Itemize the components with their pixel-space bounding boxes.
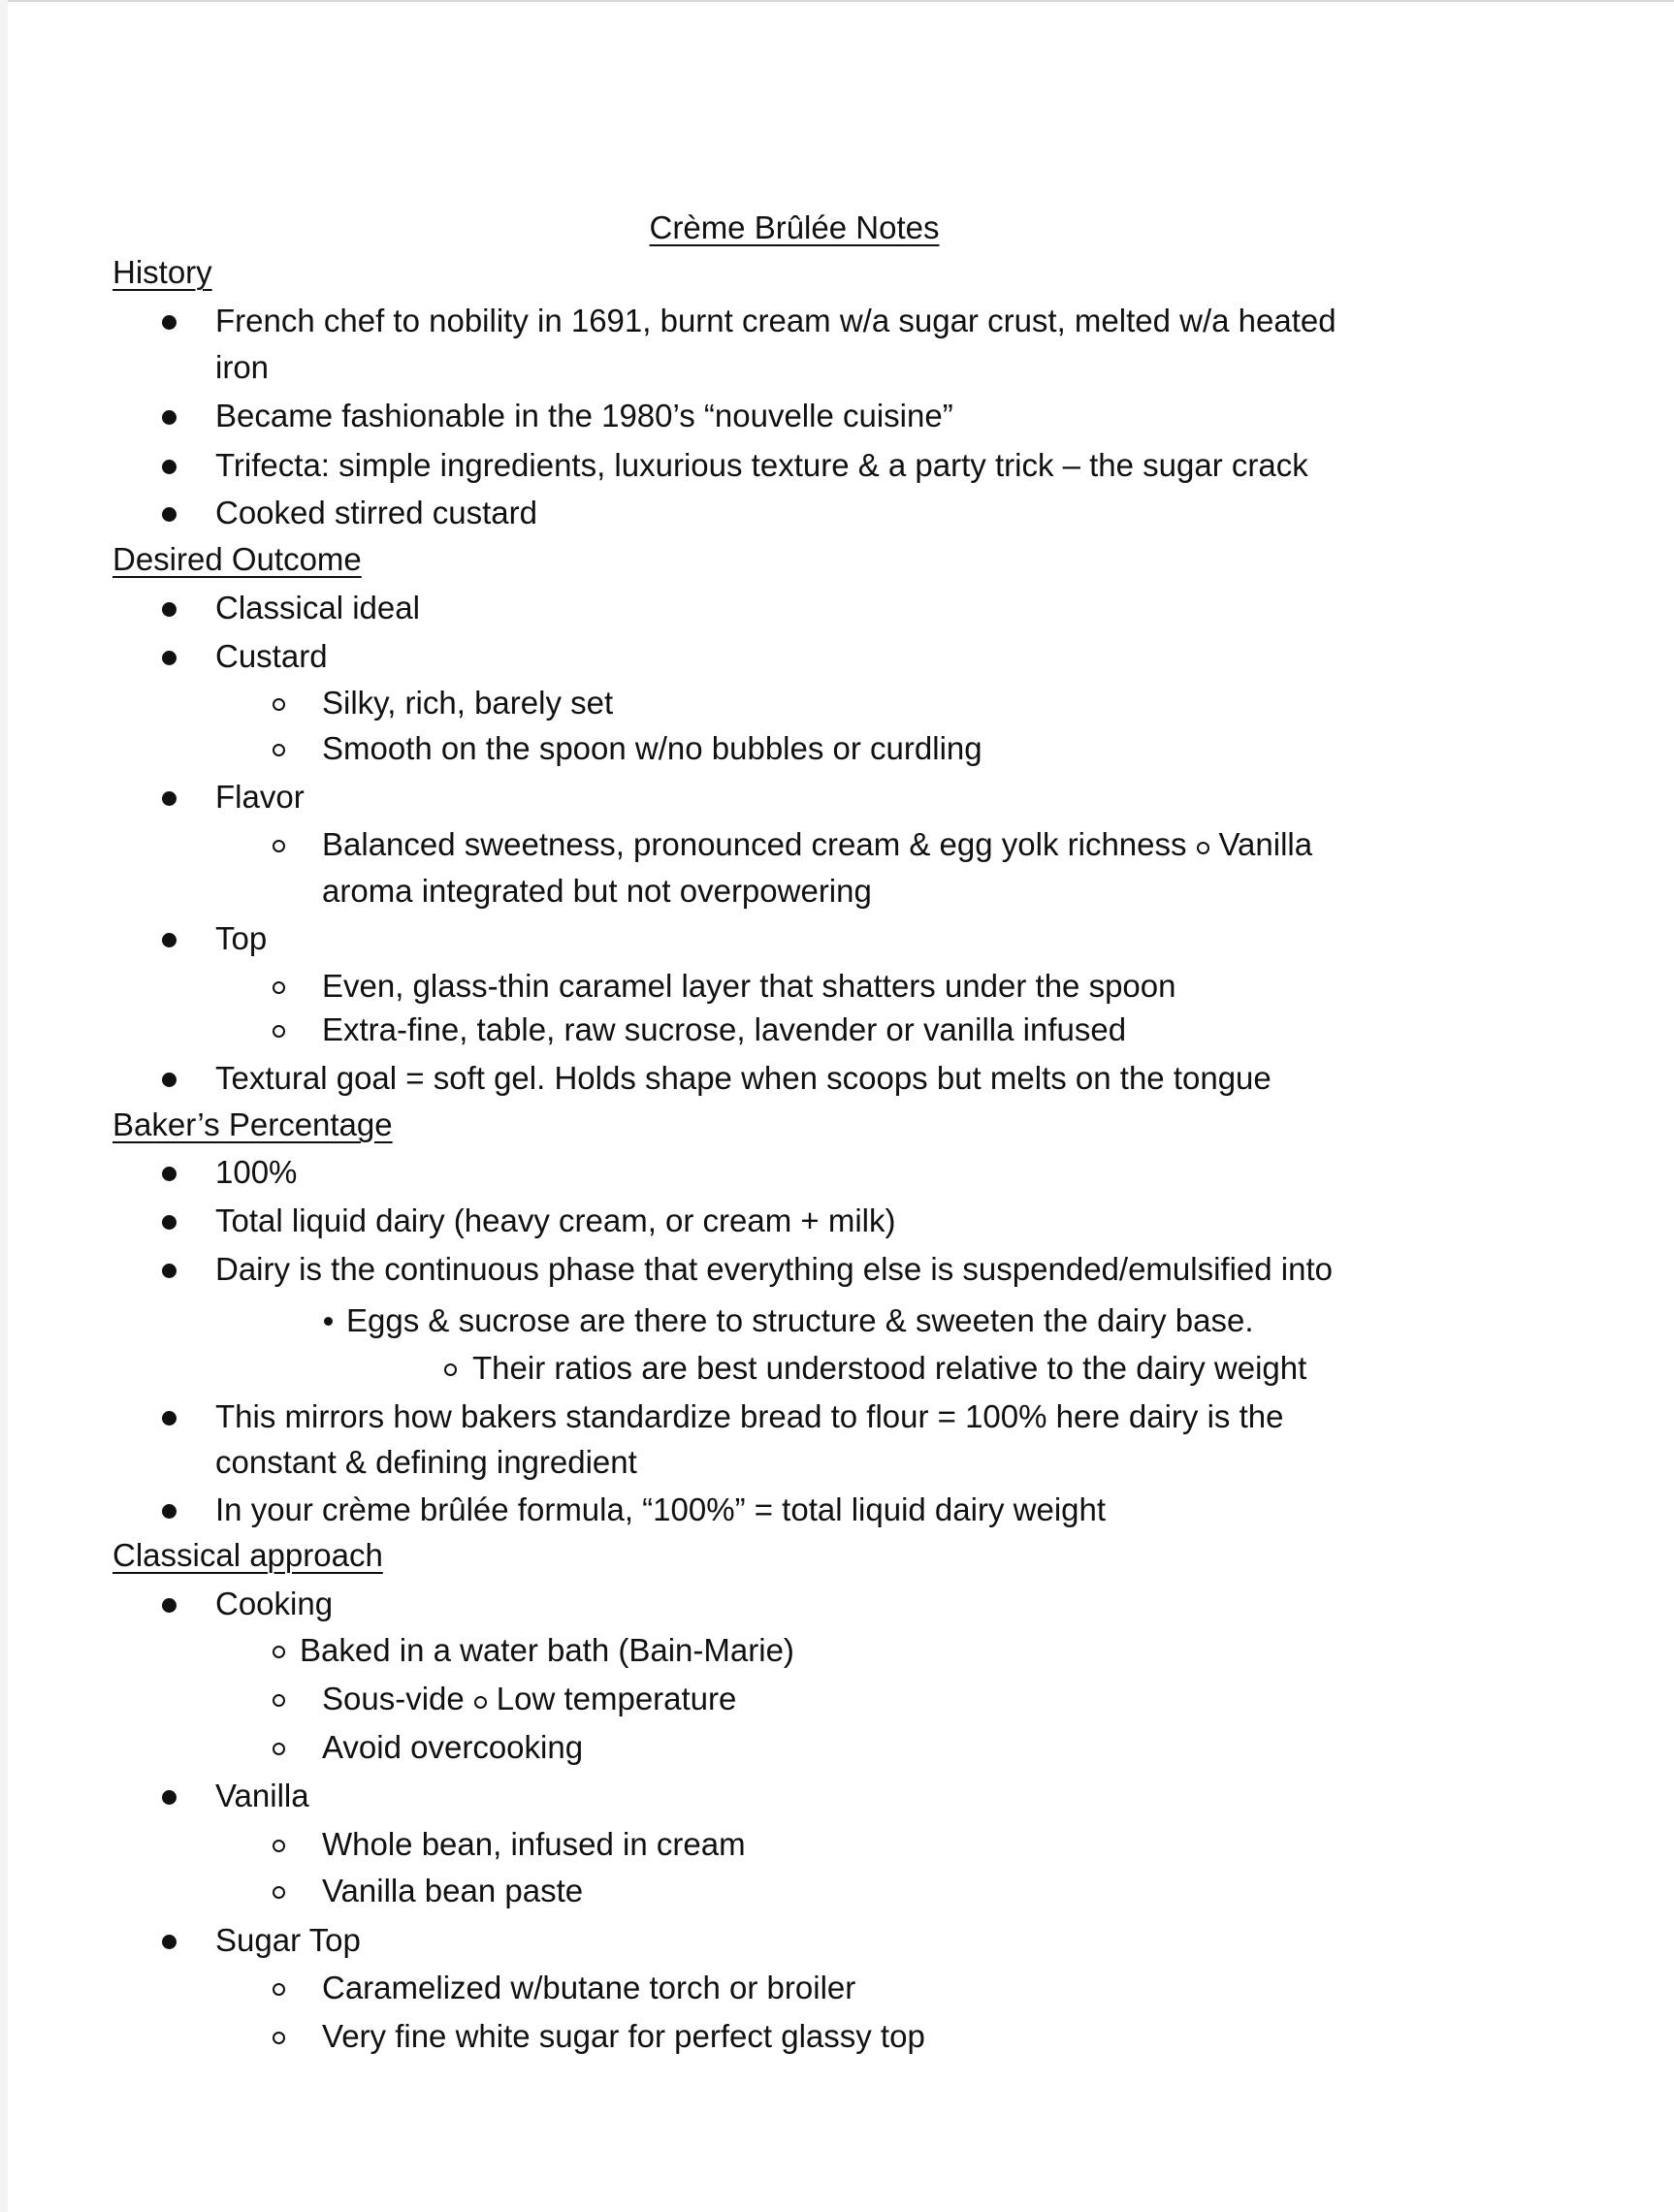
bullet-icon [162, 410, 177, 425]
circle-bullet-icon [474, 1696, 487, 1709]
list-item: Total liquid dairy (heavy cream, or cream + milk) [215, 1202, 896, 1238]
sub-list-item [322, 1678, 736, 1720]
sub-list-item: Smooth on the spoon w/no bubbles or curdling [322, 730, 982, 766]
bullet-icon [162, 315, 177, 330]
bullet-icon [162, 507, 177, 522]
circle-bullet-icon [273, 1743, 285, 1755]
sub-list-item: Caramelized w/butane torch or broiler [322, 1970, 856, 2005]
nested-list-item: Eggs & sucrose are there to structure & sweeten the dairy base. [346, 1302, 1254, 1338]
bullet-icon [162, 602, 177, 617]
list-item: 100% [215, 1154, 298, 1190]
list-item: Classical ideal [215, 590, 420, 625]
bullet-icon [162, 1167, 177, 1181]
bullet-icon [162, 1504, 177, 1519]
bullet-icon [162, 933, 177, 947]
list-item: Custard [215, 638, 328, 674]
circle-bullet-icon [1197, 842, 1209, 854]
list-item: Vanilla [215, 1778, 309, 1813]
bullet-icon [162, 1264, 177, 1278]
circle-bullet-icon [273, 981, 285, 994]
circle-bullet-icon [273, 698, 285, 711]
sub-list-item-text: Balanced sweetness, pronounced cream & egg yolk richness [322, 826, 1187, 862]
nested-list-item: Their ratios are best understood relative to the dairy weight [472, 1350, 1307, 1386]
sub-list-item: Extra-fine, table, raw sucrose, lavender or vanilla infused [322, 1011, 1127, 1047]
sub-list-item-text: Sous-vide [322, 1681, 465, 1716]
list-item: This mirrors how bakers standardize bread to flour = 100% here dairy is the [215, 1398, 1284, 1434]
sub-list-item: Whole bean, infused in cream [322, 1826, 746, 1862]
list-item: Dairy is the continuous phase that everything else is suspended/emulsified into [215, 1251, 1334, 1287]
list-item-continuation: constant & defining ingredient [215, 1444, 637, 1480]
page-title: Crème Brûlée Notes [649, 209, 940, 245]
small-bullet-icon [324, 1317, 333, 1326]
list-item: Sugar Top [215, 1922, 361, 1958]
circle-bullet-icon [273, 1983, 285, 1996]
sub-list-item: Vanilla bean paste [322, 1873, 584, 1908]
section-heading-classical-approach: Classical approach [113, 1537, 383, 1573]
sub-list-item: Silky, rich, barely set [322, 685, 614, 721]
section-heading-bakers-percentage: Baker’s Percentage [113, 1106, 393, 1142]
list-item: Textural goal = soft gel. Holds shape when scoops but melts on the tongue [215, 1060, 1272, 1096]
sub-list-item-text: Vanilla [1218, 826, 1313, 862]
bullet-icon [162, 791, 177, 806]
circle-bullet-icon [273, 2032, 285, 2044]
circle-bullet-icon [273, 1646, 285, 1658]
list-item: Trifecta: simple ingredients, luxurious texture & a party trick – the sugar crack [215, 447, 1308, 483]
bullet-icon [162, 460, 177, 474]
section-heading-history: History [113, 254, 212, 290]
circle-bullet-icon [273, 840, 285, 852]
sub-list-item [322, 823, 1312, 866]
circle-bullet-icon [273, 1886, 285, 1899]
sub-list-item-continuation: aroma integrated but not overpowering [322, 873, 872, 909]
circle-bullet-icon [273, 1025, 285, 1038]
list-item-continuation: iron [215, 349, 270, 385]
list-item: Flavor [215, 779, 305, 815]
bullet-icon [162, 1598, 177, 1613]
circle-bullet-icon [273, 744, 285, 756]
sub-list-item: Even, glass-thin caramel layer that shatters under the spoon [322, 968, 1176, 1004]
sub-list-item: Avoid overcooking [322, 1729, 584, 1765]
bullet-icon [162, 1215, 177, 1230]
bullet-icon [162, 1073, 177, 1087]
list-item: Top [215, 920, 268, 956]
list-item: In your crème brûlée formula, “100%” = total liquid dairy weight [215, 1491, 1107, 1527]
bullet-icon [162, 1411, 177, 1426]
sub-list-item-text: Low temperature [496, 1681, 737, 1716]
circle-bullet-icon [273, 1840, 285, 1852]
bullet-icon [162, 1935, 177, 1949]
sub-list-item: Very fine white sugar for perfect glassy top [322, 2018, 925, 2054]
section-heading-desired-outcome: Desired Outcome [113, 541, 362, 577]
circle-bullet-icon [444, 1363, 457, 1376]
list-item: French chef to nobility in 1691, burnt cream w/a sugar crust, melted w/a heated [215, 303, 1336, 338]
sub-list-item: Baked in a water bath (Bain-Marie) [300, 1632, 794, 1668]
bullet-icon [162, 1790, 177, 1805]
circle-bullet-icon [273, 1694, 285, 1707]
list-item: Cooking [215, 1586, 334, 1621]
list-item: Cooked stirred custard [215, 495, 537, 530]
bullet-icon [162, 651, 177, 665]
list-item: Became fashionable in the 1980’s “nouvelle cuisine” [215, 398, 953, 433]
